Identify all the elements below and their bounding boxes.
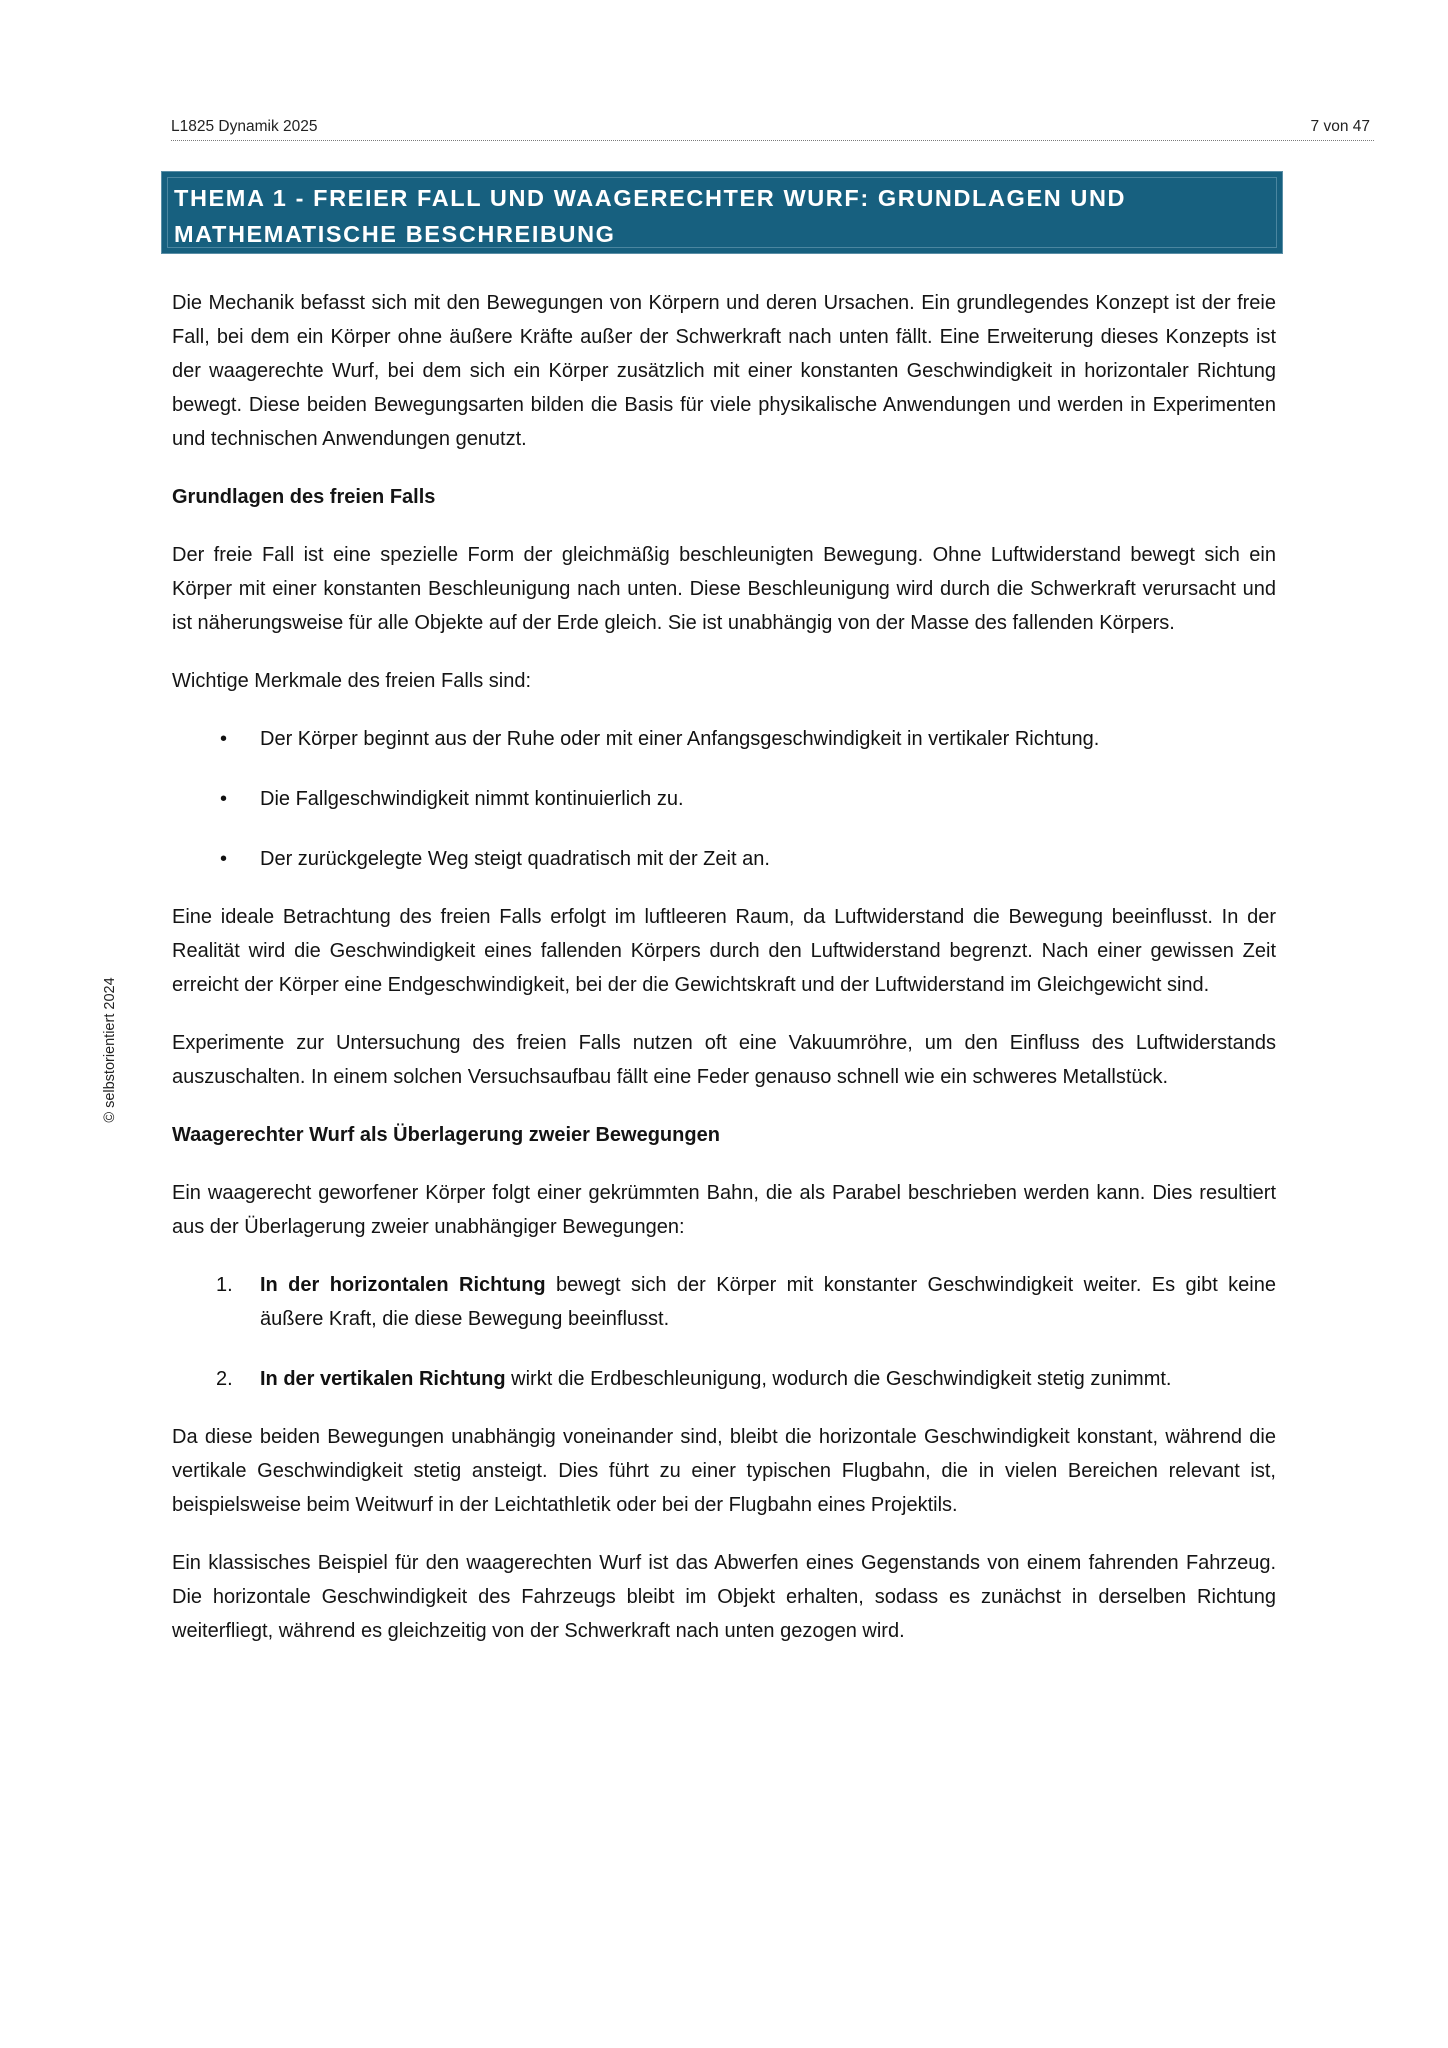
list-item-emphasis: In der vertikalen Richtung	[260, 1368, 506, 1390]
list-item	[172, 842, 1276, 876]
list-item	[172, 782, 1276, 816]
features-list	[172, 722, 1276, 876]
topic-title: THEMA 1 - FREIER FALL UND WAAGERECHTER WURF: GRUNDLAGEN UND MATHEMATISCHE BESCHREIBUNG	[174, 185, 1127, 247]
list-item-text: Die Fallgeschwindigkeit nimmt kontinuierlich zu.	[260, 788, 684, 810]
motion-components-list	[172, 1268, 1276, 1396]
list-item	[172, 1362, 1276, 1396]
free-fall-paragraph-2: Eine ideale Betrachtung des freien Falls erfolgt im luftleeren Raum, da Luftwiderstand die Bewegung beeinflusst. In der Realität wird die Geschwindigkeit eines fallenden Körpers durch den Luftwiderstand begrenzt. Nach einer gewissen Zeit erreicht der Körper eine Endgeschwindigkeit, bei der die Gewichtskraft und der Luftwiderstand im Gleichgewicht sind.	[172, 906, 1276, 996]
body-content	[172, 286, 1276, 1672]
list-item-text: wirkt die Erdbeschleunigung, wodurch die Geschwindigkeit stetig zunimmt.	[505, 1368, 1172, 1390]
bullet-icon: •	[220, 848, 228, 870]
list-number: 2.	[216, 1368, 233, 1390]
intro-paragraph: Die Mechanik befasst sich mit den Bewegungen von Körpern und deren Ursachen. Ein grundlegendes Konzept ist der freie Fall, bei dem ein Körper ohne äußere Kräfte außer der Schwerkraft nach unten fällt. Eine Erweiterung dieses Konzepts ist der waagerechte Wurf, bei dem sich ein Körper zusätzlich mit einer konstanten Geschwindigkeit in horizontaler Richtung bewegt. Diese beiden Bewegungsarten bilden die Basis für viele physikalische Anwendungen und werden in Experimenten und technischen Anwendungen genutzt.	[172, 292, 1276, 450]
page-indicator: 7 von 47	[1310, 118, 1370, 135]
list-item	[172, 1268, 1276, 1336]
list-item-text: Der Körper beginnt aus der Ruhe oder mit einer Anfangsgeschwindigkeit in vertikaler Richtung.	[260, 728, 1100, 750]
bullet-icon: •	[220, 788, 228, 810]
free-fall-paragraph-3: Experimente zur Untersuchung des freien Falls nutzen oft eine Vakuumröhre, um den Einfluss des Luftwiderstands auszuschalten. In einem solchen Versuchsaufbau fällt eine Feder genauso schnell wie ein schweres Metallstück.	[172, 1032, 1276, 1088]
topic-banner	[161, 171, 1283, 254]
list-number: 1.	[216, 1274, 233, 1296]
list-item	[172, 722, 1276, 756]
throw-paragraph-2: Da diese beiden Bewegungen unabhängig voneinander sind, bleibt die horizontale Geschwindigkeit konstant, während die vertikale Geschwindigkeit stetig ansteigt. Dies führt zu einer typischen Flugbahn, die in vielen Bereichen relevant ist, beispielsweise beim Weitwurf in der Leichtathletik oder bei der Flugbahn eines Projektils.	[172, 1426, 1276, 1516]
document-id: L1825 Dynamik 2025	[171, 118, 318, 135]
free-fall-paragraph-1: Der freie Fall ist eine spezielle Form der gleichmäßig beschleunigten Bewegung. Ohne Luftwiderstand bewegt sich ein Körper mit einer konstanten Beschleunigung nach unten. Diese Beschleunigung wird durch die Schwerkraft verursacht und ist näherungsweise für alle Objekte auf der Erde gleich. Sie ist unabhängig von der Masse des fallenden Körpers.	[172, 544, 1276, 634]
list-item-text: bewegt sich der Körper mit konstanter Geschwindigkeit weiter. Es gibt keine äußere Kraft, die diese Bewegung beeinflusst.	[260, 1274, 1276, 1330]
heading-free-fall: Grundlagen des freien Falls	[172, 486, 436, 508]
list-item-text: Der zurückgelegte Weg steigt quadratisch mit der Zeit an.	[260, 848, 770, 870]
bullet-icon: •	[220, 728, 228, 750]
heading-horizontal-throw: Waagerechter Wurf als Überlagerung zweier Bewegungen	[172, 1124, 720, 1146]
throw-paragraph-3: Ein klassisches Beispiel für den waagerechten Wurf ist das Abwerfen eines Gegenstands von einem fahrenden Fahrzeug. Die horizontale Geschwindigkeit des Fahrzeugs bleibt im Objekt erhalten, sodass es zunächst in derselben Richtung weiterfliegt, während es gleichzeitig von der Schwerkraft nach unten gezogen wird.	[172, 1552, 1276, 1642]
list-item-emphasis: In der horizontalen Richtung	[260, 1274, 546, 1296]
throw-paragraph-1: Ein waagerecht geworfener Körper folgt einer gekrümmten Bahn, die als Parabel beschrieben werden kann. Dies resultiert aus der Überlagerung zweier unabhängiger Bewegungen:	[172, 1182, 1276, 1238]
features-intro: Wichtige Merkmale des freien Falls sind:	[172, 670, 532, 692]
running-header	[171, 114, 1374, 141]
copyright-note: © selbstorientiert 2024	[102, 977, 118, 1123]
